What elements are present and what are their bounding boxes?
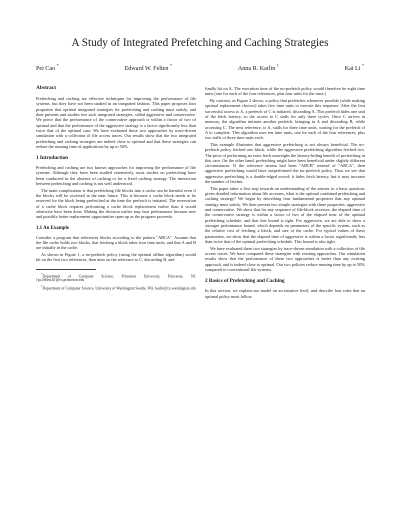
footnote-rule: [36, 269, 96, 270]
right-column: [205, 86, 365, 300]
paragraph: This paper takes a first step towards an understanding of the answer to a basic question: given detailed information about file accesses, what is the optimal combined prefetching and caching strategy? We begin by describing four fundamental properties that any optimal strategy must satisfy. We then present two simple strategies with these properties: aggressive and conservative. We show that for any sequence of file-block accesses, the elapsed time of the conservative strategy is within a factor of two of the elapsed time of the optimal prefetching schedule, and that this bound is tight. For aggressive, we are able to show a stronger performance bound, which depends on parameters of the specific system, such as the relative cost of fetching a block, and size of the cache. For typical values of these parameters, we show that the elapsed time of aggressive is within a factor significantly less than twice that of the optimal prefetching schedule. This bound is also tight.: [205, 185, 365, 244]
author: Pei Cao *: [36, 63, 59, 73]
paragraph: finally hit on A. The execution time of the no-prefetch policy would therefore be eight time units (one for each of the four references, plus four units for the miss.): [205, 86, 365, 97]
paragraph: Consider a program that references blocks according to the pattern "ABCA". Assume that the file cache holds two blocks, that fetching a block takes four time units, and that A and B are initially in the cache.: [36, 234, 196, 251]
abstract-heading: Abstract: [36, 85, 57, 91]
paragraph: By contrast, as Figure 2 shows, a policy that prefetches whenever possible (while making optimal replacement choices) takes five time units to execute this sequence. After the first successful access to A, a prefetch of C is initiated, discarding A. This prefetch hides one unit of the fetch latency, so the access to C stalls for only three cycles. Once C arrives in memory, the algorithm initiates another prefetch, bringing in A and discarding B, while accessing C. The next reference, to A, stalls for three time units, waiting for the prefetch of A to complete. This algorithm uses ten time units, one for each of the four references, plus two stalls of three time units each.: [205, 98, 365, 141]
paragraph: In this section, we explain our model on an intuitive level, and describe four rules that an optimal policy must follow.: [205, 288, 365, 299]
author-list: [36, 63, 364, 72]
left-column: [36, 85, 196, 293]
author: Kai Li *: [344, 63, 364, 73]
subsection-heading: 1.1 An Example: [36, 225, 70, 231]
paragraph: This example illustrates that aggressive prefetching is not always beneficial. The no-prefetch policy fetched one block, while the aggressive prefetching algorithm fetched two. The price of performing an extra fetch outweighs the latency-hiding benefit of prefetching in this case. On the other hand, prefetching might have been beneficial under slightly different circumstances. If the reference stream had been "ABCB" instead of "ABCA", then aggressive prefetching would have outperformed the no-prefetch policy. Thus we see that aggressive prefetching is a double-edged sword: it hides fetch latency, but it may increase the number of fetches.: [205, 141, 365, 185]
paragraph: As shown in Figure 1, a no-prefetch policy (using the optimal offline algorithm) would hit on the first two references, then miss on the reference to C, discarding B, and: [36, 251, 196, 263]
paragraph: Prefetching and caching are two known approaches for improving the performance of file systems. Although they have been studied extensively, most studies on prefetching have been conducted in the absence of caching or for a fixed caching strategy. The interaction between prefetching and caching is not well understood.: [36, 165, 196, 187]
paragraph: The main complication is that prefetching file blocks into a cache can be harmful even if the blocks will be accessed in the near future. This is because a cache block needs to be reserved for the block being prefetched at the time the prefetch is initiated. The reservation of a cache block requires performing a cache block replacement earlier than it would otherwise have been done. Making the decision earlier may hurt performance because new and possibly better replacement opportunities open up as the program proceeds.: [36, 187, 196, 220]
footnote: †Department of Computer Science, University of Washington Seattle, WA. karlin@cs.washington.edu: [41, 284, 196, 291]
footnote: *Department of Computer Science, Princeton University, Princeton, NJ. {pc,felten,li}@cs.princeton.edu: [36, 271, 196, 283]
paper-title: A Study of Integrated Prefetching and Caching Strategies: [71, 37, 329, 49]
abstract-text: Prefetching and caching are effective techniques for improving the performance of file systems, but they have not been studied in an integrated fashion. This paper proposes four properties that optimal integrated strategies for prefetching and caching must satisfy, and then presents and studies two such integrated strategies, called aggressive and conservative. We prove that the performance of the conservative approach is within a factor of two of optimal and that the performance of the aggressive strategy is a factor significantly less than twice that of the optimal case. We have evaluated these two approaches by trace-driven simulation with a collection of file access traces. Our results show that the two integrated prefetching and caching strategies are indeed close to optimal and that these strategies can reduce the running time of applications by up to 50%.: [36, 96, 196, 149]
author: Edward W. Felten *: [124, 63, 172, 73]
section-heading: 2 Basics of Prefetching and Caching: [205, 278, 285, 285]
section-heading: 1 Introduction: [36, 155, 69, 162]
author: Anna R. Karlin †: [237, 63, 279, 73]
paragraph: We have evaluated these two strategies by trace-driven simulation with a collection of file access traces. We have compared these strategies with existing approaches. Our simulation results show that the performance of these two approaches is better than any existing approach, and is indeed close to optimal. Our two policies reduce running time by up to 50% compared to conventional file systems.: [205, 245, 365, 272]
